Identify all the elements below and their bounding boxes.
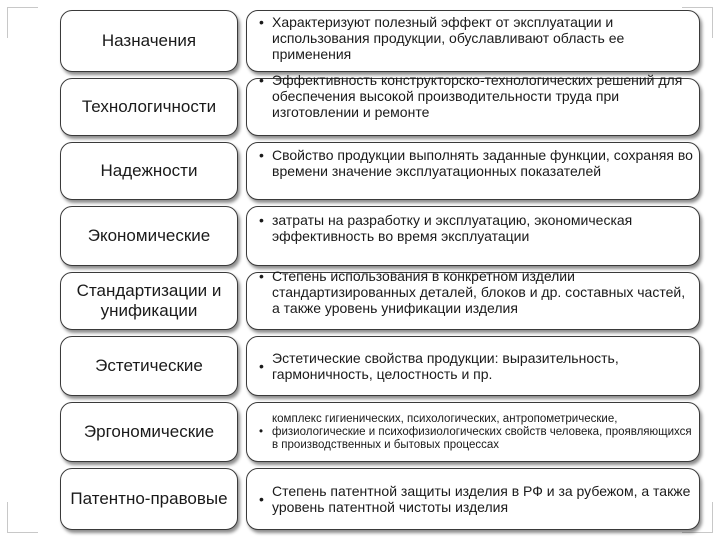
description xyxy=(256,72,696,136)
bullet: • xyxy=(259,14,264,30)
category-label: Технологичности xyxy=(81,97,217,116)
row-economic xyxy=(60,206,700,266)
description xyxy=(256,336,696,396)
category-label: Назначения xyxy=(101,31,197,50)
row-purpose xyxy=(60,10,700,72)
bullet: • xyxy=(259,425,264,438)
category-box xyxy=(60,10,238,72)
category-label: Экономические xyxy=(87,226,211,245)
description-text: Характеризуют полезный эффект от эксплуатации и использования продукции, обуславливают область ее применения xyxy=(272,14,625,62)
description xyxy=(256,147,696,200)
description xyxy=(256,268,696,330)
description-text: Степень патентной защиты изделия в РФ и за рубежом, а также уровень патентной чистоты изделия xyxy=(272,483,691,515)
description-text: Свойство продукции выполнять заданные функции, сохраняя во времени значение эксплуатационных показателей xyxy=(272,147,693,179)
row-patent-legal xyxy=(60,468,700,530)
category-box xyxy=(60,402,238,462)
category-box xyxy=(60,468,238,530)
category-label: Стандартизации и унификации xyxy=(76,281,222,320)
bullet: • xyxy=(259,491,264,507)
bullet: • xyxy=(259,147,264,163)
frame-corner xyxy=(7,7,38,38)
description-text: Эффективность конструкторско-технологических решений для обеспечения высокой производительности труда при изготовлении и ремонте xyxy=(272,72,683,120)
category-label: Патентно-правовые xyxy=(70,489,228,508)
description-text: комплекс гигиенических, психологических, антропометрические, физиологические и психофизиологических свойств человека, проявляющихся в производственных и бытовых процессах xyxy=(272,412,692,451)
row-ergonomic xyxy=(60,402,700,462)
description xyxy=(256,14,696,72)
bullet: • xyxy=(259,358,264,374)
bullet: • xyxy=(259,268,264,284)
category-label: Эргономические xyxy=(83,422,215,441)
category-label: Эстетические xyxy=(95,356,203,375)
frame-corner xyxy=(7,502,38,533)
description-text: Эстетические свойства продукции: выразительность, гармоничность, целостность и пр. xyxy=(272,350,619,382)
description-text: Степень использования в конкретном изделии стандартизированных деталей, блоков и др. составных частей, а также уровень унификации изделия xyxy=(272,268,686,316)
row-reliability xyxy=(60,142,700,200)
description xyxy=(256,402,696,462)
row-aesthetic xyxy=(60,336,700,396)
category-box xyxy=(60,142,238,200)
category-label: Надежности xyxy=(100,161,198,180)
category-box xyxy=(60,272,238,330)
category-box xyxy=(60,78,238,136)
description xyxy=(256,468,696,530)
bullet: • xyxy=(259,212,264,228)
bullet: • xyxy=(259,72,264,88)
category-box xyxy=(60,336,238,396)
row-manufacturability xyxy=(60,72,700,136)
description-text: затраты на разработку и эксплуатацию, экономическая эффективность во время эксплуатации xyxy=(272,212,633,244)
category-box xyxy=(60,206,238,266)
description xyxy=(256,212,696,266)
row-standardization xyxy=(60,268,700,330)
